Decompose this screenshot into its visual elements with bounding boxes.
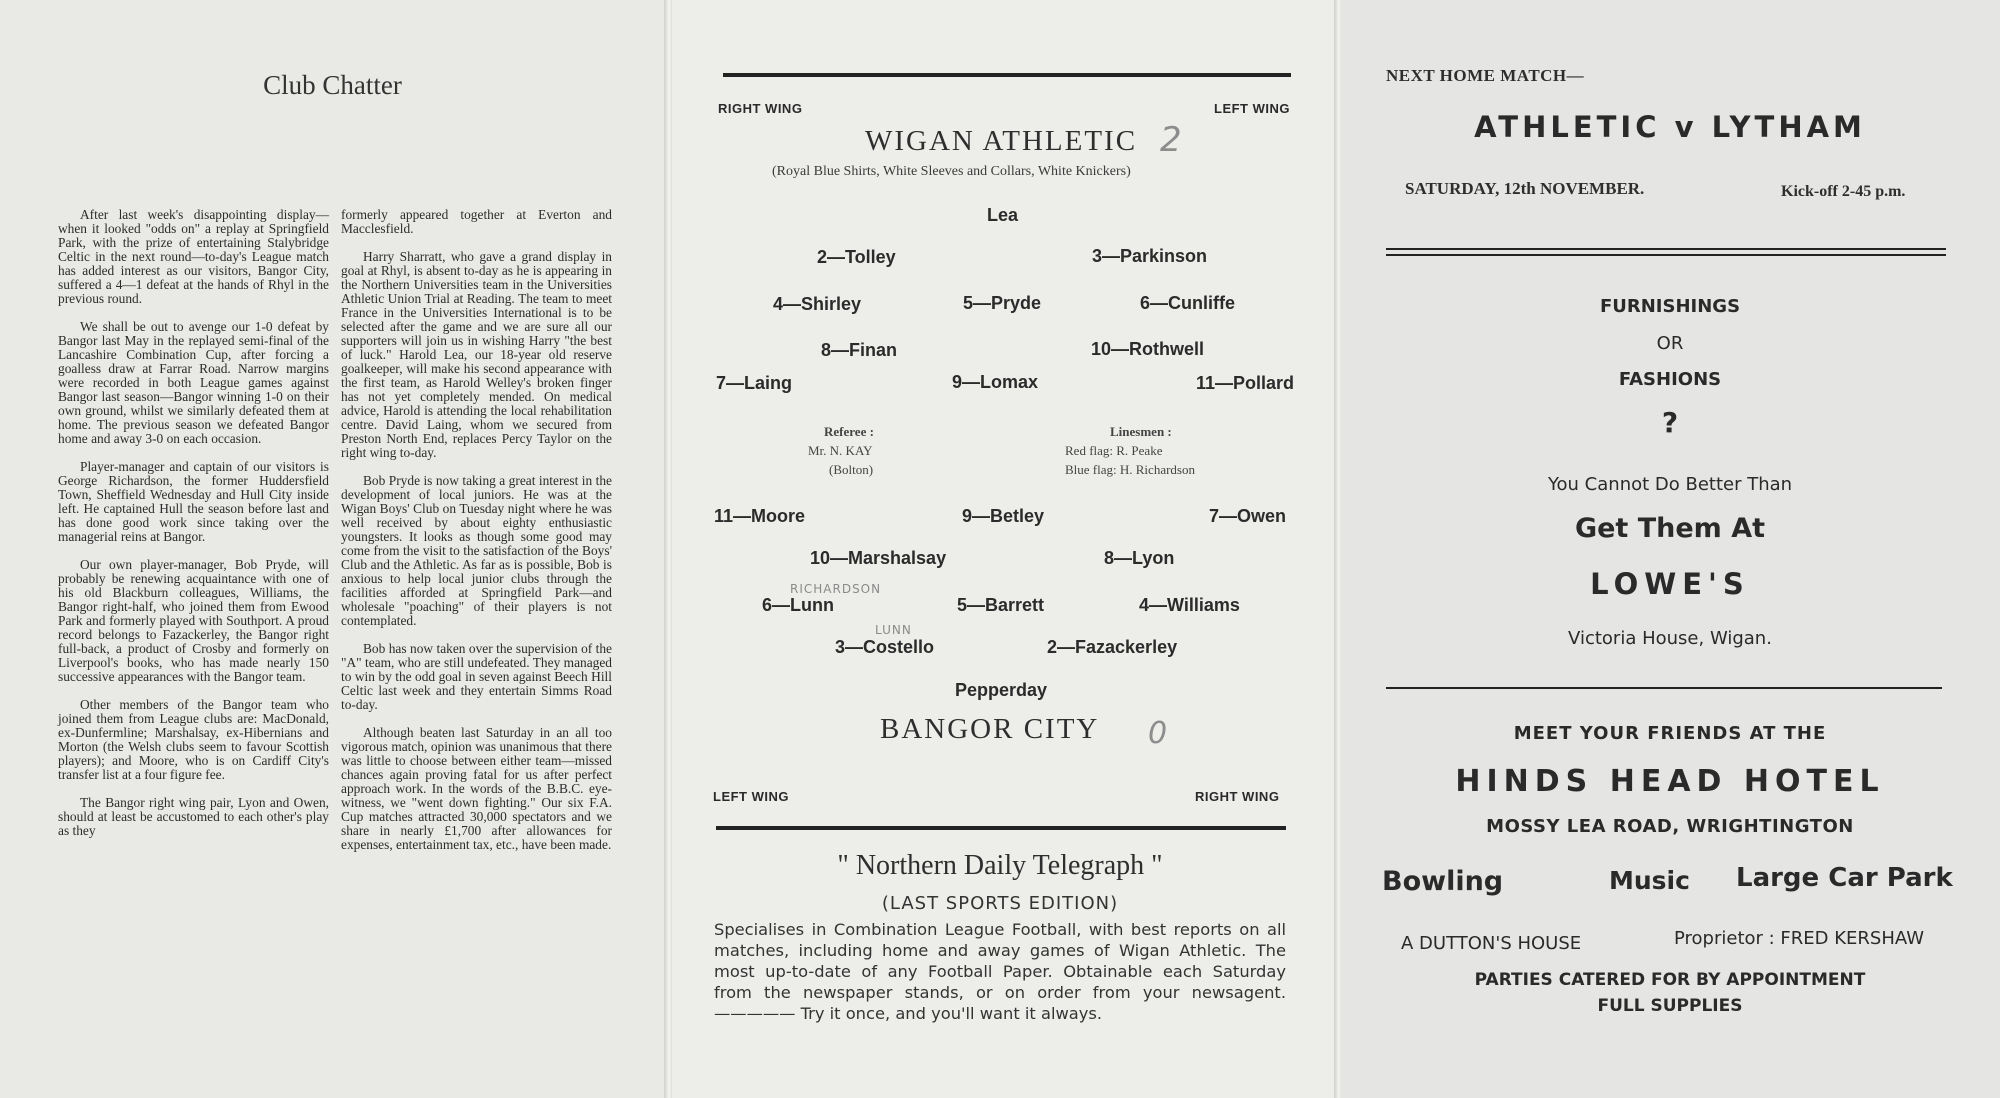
linesman-blue-flag: Blue flag: H. Richardson bbox=[1065, 462, 1195, 477]
wigan-inside-left: 10—Rothwell bbox=[1091, 339, 1205, 359]
next-match-date: SATURDAY, 12th NOVEMBER. bbox=[1405, 179, 1645, 198]
wigan-goalkeeper: Lea bbox=[987, 205, 1019, 225]
lowes-get-them-at: Get Them At bbox=[1574, 513, 1766, 544]
top-rule bbox=[723, 73, 1291, 77]
chatter-paragraph: formerly appeared together at Everton and Macclesfield. bbox=[341, 207, 612, 236]
hinds-address: MOSSY LEA ROAD, WRIGHTINGTON bbox=[1486, 816, 1854, 837]
chatter-paragraph: Player-manager and captain of our visitors is George Richardson, the former Huddersfield Town, Sheffield Wednesday and Hull City inside left. He captained Hull the season before last and has done good work since taking over the managerial reins at Bangor. bbox=[58, 459, 329, 544]
referee-label: Referee : bbox=[824, 424, 874, 439]
wigan-right-back: 2—Tolley bbox=[817, 247, 896, 267]
chatter-paragraph: Bob has now taken over the supervision of the "A" team, who are still undefeated. They managed to win by the odd goal in seven against Beech Hill Celtic last week and they entertain Simms Road to-day. bbox=[341, 641, 612, 712]
chatter-paragraph: Although beaten last Saturday in an all too vigorous match, opinion was unanimous that there was little to choose between either team—missed chances again proving fatal for us after perfect approach work. In the words of the B.B.C. eye-witness, we "went down fighting." Our six F.A. Cup matches attracted 30,000 spectators and we share in nearly £1,700 after allowances for expenses, entertainment tax, etc., have been made. bbox=[341, 725, 612, 852]
club-chatter-title: Club Chatter bbox=[263, 70, 402, 100]
chatter-paragraph: Harry Sharratt, who gave a grand display in goal at Rhyl, is absent to-day as he is appearing in the Northern Universities team in the Universities Athletic Union Trial at Reading. The team to meet France in the Universities International is to be selected after the game and we are sure all our supporters will join us in wishing Harry "the best of luck." Harold Lea, our 18-year old reserve goalkeeper, will make his second appearance with the first team, as Harold Welley's broken finger has not yet completely mended. On medical advice, Harold is attending the local rehabilitation centre. David Laing, whom we secured from Preston North End, replaces Percy Taylor on the right wing to-day. bbox=[341, 249, 612, 460]
chatter-paragraph: Our own player-manager, Bob Pryde, will probably be renewing acquaintance with one of his old Blackburn colleagues, Williams, the Bangor right-half, who joined them from Ewood Park and formerly played with Southport. A proud record belongs to Fazackerley, the Bangor right full-back, a product of Crosby and formerly on Liverpool's books, who has made nearly 150 successive appearances with the Bangor team. bbox=[58, 557, 329, 684]
lowes-furnishings: FURNISHINGS bbox=[1599, 296, 1741, 317]
chatter-paragraph: After last week's disappointing display—when it looked "odds on" a replay at Springfield Park, with the prize of entertaining Stalybridge Celtic in the next round—to-day's League match has added interest as our visitors, Bangor City, suffered a 4—1 defeat at the hands of Rhyl in the previous round. bbox=[58, 207, 329, 306]
bangor-goalkeeper: Pepperday bbox=[955, 680, 1048, 700]
chatter-paragraph: Bob Pryde is now taking a great interest in the development of local juniors. He was at the Wigan Boys' Club on Tuesday night where he was well received by about eighty enthusiastic youngsters. It looks as though some good may come from the visit to the satisfaction of the Boys' Club and the Athletic. As far as is possible, Bob is anxious to help local junior clubs through the facilities afforded at Springfield Park—and wholesale "poaching" of their players is not contemplated. bbox=[341, 473, 612, 628]
wigan-left-half: 6—Cunliffe bbox=[1140, 293, 1236, 313]
section-rule bbox=[1386, 687, 1942, 689]
bangor-left-half: 6—Lunn bbox=[762, 595, 834, 615]
chatter-paragraph: We shall be out to avenge our 1-0 defeat by Bangor last May in the replayed semi-final of the Lancashire Combination Cup, after forcing a goalless draw at Farrar Road. Narrow margins were recorded in both League games against Bangor last season—Bangor winning 1-0 on their own ground, whilst we similarly defeated them at home. The previous season we defeated Bangor home and away 3-0 on each occasion. bbox=[58, 319, 329, 446]
referee-name: Mr. N. KAY bbox=[808, 443, 873, 458]
bangor-centre-half: 5—Barrett bbox=[957, 595, 1045, 615]
next-match-fixture: ATHLETIC v LYTHAM bbox=[1474, 110, 1866, 144]
wigan-colours: (Royal Blue Shirts, White Sleeves and Collars, White Knickers) bbox=[772, 164, 1131, 179]
wigan-centre-forward: 9—Lomax bbox=[952, 372, 1039, 392]
hinds-meet-friends: MEET YOUR FRIENDS AT THE bbox=[1513, 723, 1827, 744]
wigan-right-half: 4—Shirley bbox=[773, 294, 862, 314]
bottom-left-wing-label: LEFT WING bbox=[713, 789, 789, 804]
next-match-kickoff: Kick-off 2-45 p.m. bbox=[1781, 183, 1906, 200]
bangor-inside-left: 10—Marshalsay bbox=[810, 548, 947, 568]
wigan-left-back: 3—Parkinson bbox=[1092, 246, 1208, 266]
referee-town: (Bolton) bbox=[829, 462, 874, 477]
double-rule-top bbox=[1386, 248, 1946, 250]
club-chatter-column-2 bbox=[341, 208, 612, 866]
chatter-paragraph: Other members of the Bangor team who joined them from League clubs are: MacDonald, ex-Dunfermline; Marshalsay, ex-Hibernians and Morton (the Welsh clubs seem to favour Scottish players); and Moore, who is on Cardiff City's transfer list at a four figure fee. bbox=[58, 697, 329, 782]
lowes-question-mark: ? bbox=[1661, 406, 1679, 439]
lowes-name: LOWE'S bbox=[1590, 567, 1750, 601]
bangor-score-handwritten: 0 bbox=[1148, 716, 1168, 751]
hinds-parties: PARTIES CATERED FOR BY APPOINTMENT bbox=[1474, 970, 1866, 990]
hinds-bowling: Bowling bbox=[1382, 866, 1504, 897]
pencil-note-richardson: RICHARDSON bbox=[790, 582, 882, 596]
wigan-outside-right: 7—Laing bbox=[716, 373, 793, 393]
bangor-right-back: 2—Fazackerley bbox=[1047, 637, 1178, 657]
wigan-team-name: WIGAN ATHLETIC bbox=[865, 125, 1138, 157]
double-rule-bottom bbox=[1386, 254, 1946, 256]
bottom-right-wing-label: RIGHT WING bbox=[1195, 789, 1280, 804]
hinds-large-car-park: Large Car Park bbox=[1736, 863, 1953, 893]
next-match-label: NEXT HOME MATCH— bbox=[1386, 66, 1585, 85]
top-left-wing-label: LEFT WING bbox=[1214, 101, 1290, 116]
bangor-team-name: BANGOR CITY bbox=[880, 713, 1100, 745]
lowes-fashions: FASHIONS bbox=[1618, 369, 1722, 390]
club-chatter-column-1 bbox=[58, 208, 329, 852]
lowes-address: Victoria House, Wigan. bbox=[1568, 628, 1772, 649]
hinds-full-supplies: FULL SUPPLIES bbox=[1597, 996, 1743, 1016]
linesman-red-flag: Red flag: R. Peake bbox=[1065, 443, 1163, 458]
wigan-score-handwritten: 2 bbox=[1160, 120, 1182, 160]
pencil-note-lunn: LUNN bbox=[875, 623, 912, 637]
hinds-duttons-house: A DUTTON'S HOUSE bbox=[1401, 933, 1582, 954]
hinds-music: Music bbox=[1609, 866, 1690, 895]
wigan-centre-half: 5—Pryde bbox=[963, 293, 1042, 313]
linesmen-label: Linesmen : bbox=[1110, 424, 1172, 439]
lowes-or: OR bbox=[1656, 333, 1684, 354]
top-right-wing-label: RIGHT WING bbox=[718, 101, 803, 116]
bangor-right-half: 4—Williams bbox=[1139, 595, 1240, 615]
hinds-head-hotel: HINDS HEAD HOTEL bbox=[1455, 764, 1885, 799]
bangor-outside-right: 7—Owen bbox=[1209, 506, 1287, 526]
lowes-tagline: You Cannot Do Better Than bbox=[1547, 474, 1793, 495]
bangor-outside-left: 11—Moore bbox=[714, 506, 806, 526]
telegraph-ad-body: Specialises in Combination League Football, with best reports on all matches, including home and away games of Wigan Athletic. The most up-to-date of any Football Paper. Obtainable each Saturday from the newspaper stands, or on order from your newsagent. ————— Try it once, and you'll want it always. bbox=[714, 920, 1286, 1023]
bottom-rule bbox=[716, 826, 1286, 830]
bangor-inside-right: 8—Lyon bbox=[1104, 548, 1175, 568]
wigan-inside-right: 8—Finan bbox=[821, 340, 898, 360]
wigan-outside-left: 11—Pollard bbox=[1196, 373, 1295, 393]
bangor-centre-forward: 9—Betley bbox=[962, 506, 1045, 526]
hinds-proprietor: Proprietor : FRED KERSHAW bbox=[1674, 928, 1925, 949]
chatter-paragraph: The Bangor right wing pair, Lyon and Owen, should at least be accustomed to each other's play as they bbox=[58, 795, 329, 838]
club-chatter-panel bbox=[0, 0, 665, 1098]
telegraph-ad-title: " Northern Daily Telegraph " bbox=[837, 850, 1163, 881]
bangor-left-back: 3—Costello bbox=[835, 637, 935, 657]
telegraph-ad-subtitle: (LAST SPORTS EDITION) bbox=[881, 893, 1119, 914]
